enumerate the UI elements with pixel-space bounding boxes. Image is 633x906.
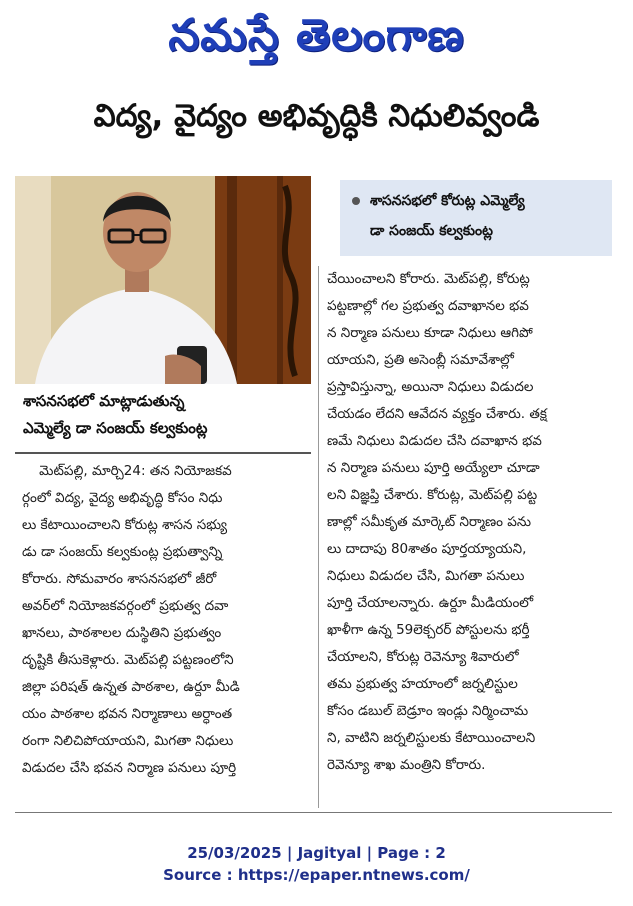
masthead-title: నమస్తే తెలంగాణ — [168, 10, 465, 61]
body-line: ణాల్లో సమీకృత మార్కెట్ నిర్మాణం పను — [327, 514, 532, 530]
body-line: ప్రస్తావిస్తున్నా, అయినా నిధులు విడుదల — [327, 379, 534, 395]
body-line: చేయడం లేదని ఆవేదన వ్యక్తం చేశారు. తక్ష — [327, 406, 547, 422]
edition-info: 25/03/2025 | Jagityal | Page : 2 — [187, 844, 446, 862]
body-line: జిల్లా పరిషత్ ఉన్నత పాఠశాల, ఉర్దూ మీడి — [22, 679, 240, 695]
body-line: తమ ప్రభుత్వ హయాంలో జర్నలిస్టుల — [327, 676, 518, 692]
article-body-right-column — [327, 266, 612, 779]
body-line: అవర్‌లో నియోజకవర్గంలో ప్రభుత్వ దవా — [22, 598, 229, 614]
article-headline: విద్య, వైద్యం అభివృద్ధికి నిధులివ్వండి — [93, 98, 540, 134]
photo-caption-line: శాసనసభలో మాట్లాడుతున్న — [23, 392, 185, 410]
body-line: విడుదల చేసి భవన నిర్మాణ పనులు పూర్తి — [22, 760, 237, 776]
body-line: ఖానలు, పాఠశాలల దుస్థితిని ప్రభుత్వం — [22, 625, 222, 641]
body-line: రెవెన్యూ శాఖ మంత్రిని కోరారు. — [327, 757, 486, 773]
footer-divider — [15, 812, 612, 813]
body-line: ఖాళీగా ఉన్న 59లెక్చరర్ పోస్టులను భర్తీ — [327, 622, 530, 638]
body-line: యాయని, ప్రతి అసెంబ్లీ సమావేశాల్లో — [327, 352, 514, 368]
pullquote-line: శాసనసభలో కోరుట్ల ఎమ్మెల్యే — [370, 193, 525, 209]
body-line: మెట్‌పల్లి, మార్చి24: తన నియోజకవ — [22, 463, 232, 479]
photo-illustration — [15, 176, 311, 384]
body-line: కోరారు. సోమవారం శాసనసభలో జీరో — [22, 571, 217, 587]
body-line: ని, వాటిని జర్నలిస్టులకు కేటాయించాలని — [327, 730, 536, 746]
body-line: ణమే నిధులు విడుదల చేసి దవాఖాన భవ — [327, 433, 542, 449]
body-line: దృష్టికి తీసుకెళ్లారు. మెట్‌పల్లి పట్టణంలోని — [22, 652, 234, 668]
photo-caption-line: ఎమ్మెల్యే డా సంజయ్ కల్వకుంట్ల — [23, 419, 208, 437]
body-line: పూర్తి చేయాలన్నారు. ఉర్దూ మీడియంలో — [327, 595, 534, 611]
body-line: లని విజ్ఞప్తి చేశారు. కోరుట్ల, మెట్‌పల్లి పట్ట — [327, 487, 538, 503]
body-line: యం పాఠశాల భవన నిర్మాణాలు అర్ధాంత — [22, 706, 233, 722]
body-line: చేయించాలని కోరారు. మెట్‌పల్లి, కోరుట్ల — [327, 271, 530, 287]
bullet-icon — [352, 197, 360, 205]
column-divider — [318, 266, 319, 808]
body-line: లు కేటాయించాలని కోరుట్ల శాసన సభ్యు — [22, 517, 228, 533]
body-line: డు డా సంజయ్ కల్వకుంట్ల ప్రభుత్వాన్ని — [22, 544, 223, 560]
body-line: న నిర్మాణ పనులు పూర్తి అయ్యేలా చూడా — [327, 460, 540, 476]
body-line: నిధులు విడుదల చేసి, మిగతా పనులు — [327, 568, 525, 584]
source-link[interactable]: Source : https://epaper.ntnews.com/ — [163, 866, 470, 884]
article-body-left-column — [22, 458, 312, 782]
body-line: లు దాదాపు 80శాతం పూర్తయ్యాయని, — [327, 541, 527, 557]
body-line: ర్గంలో విద్య, వైద్య అభివృద్ధి కోసం నిధు — [22, 490, 223, 506]
pullquote-box — [340, 180, 612, 256]
masthead — [0, 6, 633, 76]
caption-divider — [15, 452, 311, 454]
body-line: కోసం డబుల్ బెడ్రూం ఇండ్లు నిర్మించామ — [327, 703, 529, 719]
body-line: రంగా నిలిచిపోయాయని, మిగతా నిధులు — [22, 733, 234, 749]
article-photo — [15, 176, 311, 384]
photo-caption — [15, 388, 311, 442]
body-line: చేయాలని, కోరుట్ల రెవెన్యూ శివారులో — [327, 649, 519, 665]
body-line: పట్టణాల్లో గల ప్రభుత్వ దవాఖానల భవ — [327, 298, 529, 314]
pullquote-line: డా సంజయ్ కల్వకుంట్ల — [370, 223, 493, 239]
body-line: న నిర్మాణ పనులు కూడా నిధులు ఆగిపో — [327, 325, 533, 341]
